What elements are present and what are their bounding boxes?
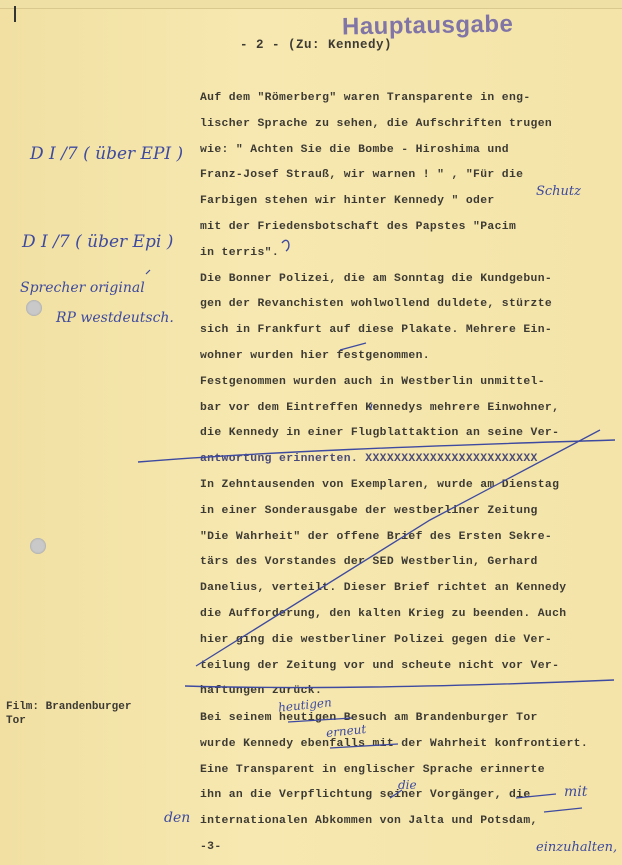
- text-line: ihn an die Verpflichtung seiner Vorgänger, die: [200, 789, 531, 802]
- text-line: die Aufforderung, den kalten Krieg zu beenden. Auch: [200, 607, 567, 620]
- text-line: tärs des Vorstandes der SED Westberlin, Gerhard: [200, 556, 538, 569]
- text-line: hier ging die westberliner Polizei gegen die Ver-: [200, 633, 553, 646]
- strike-line: [340, 343, 366, 350]
- text-line: -3-: [200, 840, 222, 853]
- page-header: - 2 - (Zu: Kennedy): [240, 38, 393, 52]
- strike-line: [330, 744, 398, 748]
- handwritten-note: Sprecher original: [20, 280, 145, 296]
- handwritten-correction: heutigen: [277, 695, 333, 715]
- text-line: Franz-Josef Strauß, wir warnen ! " , "Für die: [200, 169, 524, 182]
- strike-line: [516, 794, 556, 798]
- text-line: "Die Wahrheit" der offene Brief des Ersten Sekre-: [200, 530, 553, 543]
- text-line: Farbigen stehen wir hinter Kennedy " oder: [200, 195, 495, 208]
- text-line: Die Bonner Polizei, die am Sonntag die Kundgebun-: [200, 272, 553, 285]
- text-line: in terris".: [200, 246, 280, 259]
- handwritten-note: einzuhalten,: [536, 840, 618, 855]
- text-line: die Kennedy in einer Flugblattaktion an seine Ver-: [200, 427, 560, 440]
- text-line: wie: " Achten Sie die Bombe - Hiroshima und: [200, 143, 509, 156]
- sidebar-label-line: Film: Brandenburger: [6, 701, 132, 713]
- pen-mark: [370, 404, 372, 410]
- text-line: internationalen Abkommen von Jalta und Potsdam,: [200, 815, 538, 828]
- department-stamp: Hauptausgabe: [341, 10, 514, 41]
- handwritten-note: Schutz: [536, 184, 582, 199]
- text-line: haftungen zurück.: [200, 685, 323, 698]
- text-line: In Zehntausenden von Exemplaren, wurde am Dienstag: [200, 478, 560, 491]
- text-line: gen der Revanchisten wohlwollend duldete, stürzte: [200, 298, 553, 311]
- text-line: Eine Transparent in englischer Sprache erinnerte: [200, 763, 545, 776]
- text-line: Auf dem "Römerberg" waren Transparente in eng-: [200, 92, 531, 104]
- text-line: sich in Frankfurt auf diese Plakate. Mehrere Ein-: [200, 324, 553, 337]
- pen-mark: [146, 270, 150, 274]
- text-line: Festgenommen wurden auch in Westberlin unmittel-: [200, 375, 545, 388]
- diagonal-cross-out-line: [196, 430, 600, 666]
- strike-line: [390, 790, 402, 798]
- sidebar-label-line: Tor: [6, 715, 26, 727]
- horizontal-pen-line: [138, 440, 615, 462]
- handwritten-note: D I /7 ( über Epi ): [22, 232, 174, 252]
- text-line: Bei seinem heutigen Besuch am Brandenburger Tor: [200, 712, 538, 724]
- handwritten-correction: erneut: [325, 721, 367, 741]
- text-line: teilung der Zeitung vor und scheute nicht vor Ver-: [200, 659, 560, 672]
- text-line: mit der Friedensbotschaft des Papstes "Pacim: [200, 220, 517, 233]
- text-line-crossed-out: antwortung erinnerten. XXXXXXXXXXXXXXXXXXXXXXXX: [200, 453, 538, 466]
- pen-mark: [282, 240, 289, 251]
- text-line: in einer Sonderausgabe der westberliner Zeitung: [200, 504, 538, 517]
- text-line: Danelius, verteilt. Dieser Brief richtet an Kennedy: [200, 582, 567, 595]
- handwritten-note: RP westdeutsch.: [56, 310, 174, 326]
- handwritten-note: den: [164, 810, 191, 826]
- handwritten-correction: die: [398, 778, 417, 792]
- handwritten-note: mit: [564, 784, 588, 800]
- text-line: wohner wurden hier festgenommen.: [200, 349, 430, 362]
- text-line: wurde Kennedy ebenfalls mit der Wahrheit konfrontiert.: [200, 737, 589, 750]
- strike-line: [544, 808, 582, 812]
- text-line: bar vor dem Eintreffen Kennedys mehrere Einwohner,: [200, 401, 560, 414]
- handwritten-note: D I /7 ( über EPI ): [30, 144, 184, 164]
- horizontal-pen-line: [185, 680, 614, 688]
- strike-line: [288, 718, 352, 722]
- text-line: lischer Sprache zu sehen, die Aufschriften trugen: [200, 117, 553, 130]
